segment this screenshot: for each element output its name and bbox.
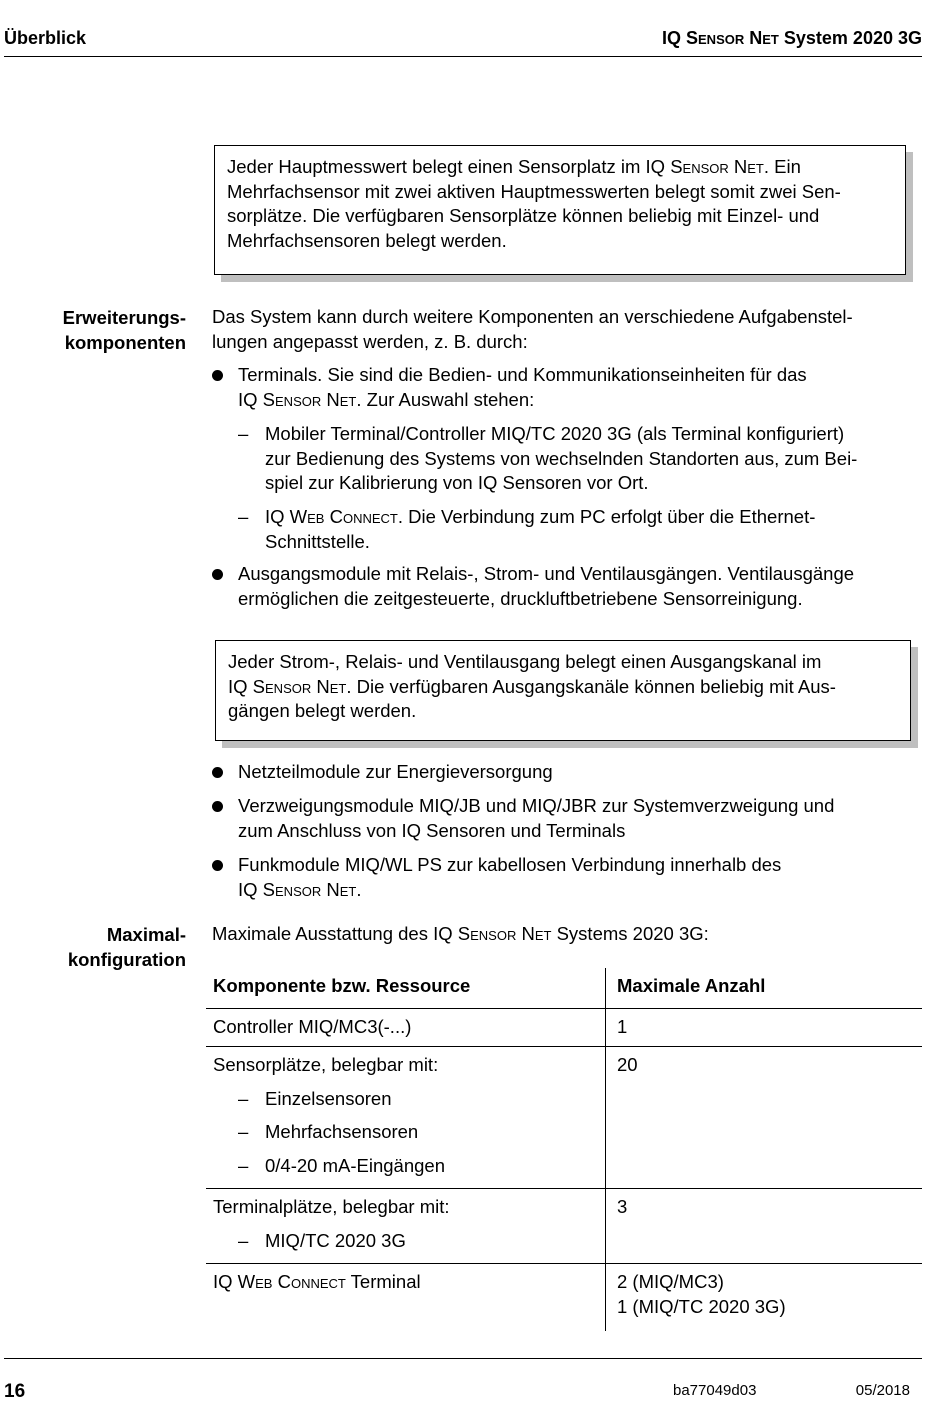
cell-sub-item: [213, 1120, 605, 1145]
text-line: Das System kann durch weitere Komponenten an verschiedene Aufgabenstel-: [212, 306, 853, 327]
text-part: . Die Verbindung zum PC erfolgt über die Ethernet-: [397, 506, 816, 527]
cell-line: Terminalplätze, belegbar mit:: [213, 1196, 450, 1217]
text-line: ermöglichen die zeitgesteuerte, druckluftbetriebene Sensorreinigung.: [238, 587, 803, 609]
text-part: IQ: [265, 506, 290, 527]
side-heading-line: Erweiterungs-: [62, 307, 186, 328]
table-row: [206, 1189, 922, 1264]
text-line: Netzteilmodule zur Energieversorgung: [238, 761, 553, 782]
text-part: Sensor Net: [262, 878, 357, 900]
header-title-part: Net: [749, 28, 779, 48]
text-part: . Zur Auswahl stehen:: [356, 388, 535, 410]
text-line: Funkmodule MIQ/WL PS zur kabellosen Verbindung innerhalb des: [238, 854, 782, 875]
text-line: [238, 388, 938, 413]
cell-line: 0/4-20 mA-Eingängen: [265, 1154, 445, 1176]
text-part: Sensor Net: [670, 156, 764, 177]
dash-marker: –: [238, 1154, 249, 1176]
bullet-icon: [212, 370, 223, 381]
header-title-part: Sensor: [686, 28, 745, 48]
table-row: [206, 1047, 922, 1189]
cell-line: Sensorplätze, belegbar mit:: [213, 1054, 439, 1075]
document-id: ba77049d03: [673, 1382, 757, 1399]
text-line: spiel zur Kalibrierung von IQ Sensoren vor Ort.: [265, 472, 649, 493]
dash-marker: –: [238, 506, 249, 527]
expansion-intro: [212, 305, 853, 354]
text-part: . Die verfügbaren Ausgangskanäle können beliebig mit Aus-: [346, 675, 836, 697]
text-part: Web Connect: [237, 1271, 346, 1292]
text-line: zum Anschluss von IQ Sensoren und Terminals: [238, 819, 626, 841]
table-cell: [206, 1047, 606, 1189]
cell-sub-item: [213, 1087, 605, 1112]
side-heading-line: komponenten: [64, 332, 186, 353]
cell-sub-item: [213, 1229, 605, 1254]
bullet-icon: [212, 801, 223, 812]
cell-line: 1 (MIQ/TC 2020 3G): [617, 1295, 786, 1317]
document-date: 05/2018: [855, 1382, 910, 1399]
text-part: . Ein: [763, 156, 801, 177]
cell-sub-item: [213, 1154, 605, 1179]
header-product-title: [662, 28, 922, 49]
text-line: zur Bedienung des Systems von wechselnden Standorten aus, zum Bei-: [265, 447, 858, 469]
table-cell: 20: [606, 1047, 923, 1189]
side-heading-line: konfiguration: [67, 949, 186, 970]
table-cell: 1: [606, 1008, 923, 1047]
table-cell: [606, 1264, 923, 1332]
note-line: gängen belegt werden.: [228, 700, 417, 721]
header-title-part: System 2020 3G: [778, 28, 922, 48]
note-line: [227, 155, 893, 180]
table-row: [206, 1264, 922, 1332]
dash-marker: –: [238, 1121, 249, 1142]
note-box-output-channels: [215, 640, 911, 741]
table-cell: [206, 1189, 606, 1264]
text-part: IQ: [238, 388, 263, 410]
table-header-row: [206, 968, 922, 1008]
table-header-cell: Komponente bzw. Ressource: [206, 968, 606, 1008]
note-line: Mehrfachsensor mit zwei aktiven Hauptmesswerten belegt somit zwei Sen-: [227, 180, 841, 202]
dash-marker: –: [238, 1229, 249, 1251]
bullet-icon: [212, 569, 223, 580]
text-line: Ausgangsmodule mit Relais-, Strom- und Ventilausgängen. Ventilausgänge: [238, 563, 855, 584]
text-part: Maximale Ausstattung des IQ: [212, 923, 458, 944]
text-part: IQ: [228, 675, 253, 697]
text-part: Sensor Net: [457, 923, 552, 944]
text-part: Sensor Net: [262, 388, 357, 410]
side-heading-expansion: [63, 305, 186, 355]
cell-line: 2 (MIQ/MC3): [617, 1271, 724, 1292]
header-rule: [4, 56, 922, 57]
text-part: Jeder Hauptmesswert belegt einen Sensorplatz im IQ: [227, 156, 671, 177]
note-line: Jeder Strom-, Relais- und Ventilausgang belegt einen Ausgangskanal im: [228, 651, 822, 672]
cell-line: MIQ/TC 2020 3G: [265, 1229, 406, 1251]
text-line: [265, 505, 925, 530]
footer-rule: [4, 1358, 922, 1359]
text-line: [238, 878, 938, 903]
text-line: Schnittstelle.: [265, 530, 370, 552]
header-section-title: Überblick: [4, 28, 87, 48]
text-part: IQ: [238, 878, 263, 900]
table-cell: [206, 1264, 606, 1332]
bullet-icon: [212, 860, 223, 871]
max-config-table: [206, 968, 922, 1331]
text-part: Terminal: [345, 1271, 421, 1292]
cell-line: Einzelsensoren: [265, 1087, 392, 1109]
text-line: Mobiler Terminal/Controller MIQ/TC 2020 3G (als Terminal konfiguriert): [265, 423, 845, 444]
text-part: .: [356, 878, 362, 900]
note-box-sensor-slots: [214, 145, 906, 275]
text-part: Web Connect: [289, 506, 398, 527]
table-row: [206, 1008, 922, 1047]
page-number: 16: [4, 1381, 26, 1402]
table-cell: Controller MIQ/MC3(-...): [206, 1008, 606, 1047]
bullet-icon: [212, 767, 223, 778]
text-part: Systems 2020 3G:: [551, 923, 709, 944]
note-line: sorplätze. Die verfügbaren Sensorplätze können beliebig mit Einzel- und: [227, 205, 820, 226]
table-cell: 3: [606, 1189, 923, 1264]
note-line: [228, 675, 898, 700]
side-heading-max-config: [68, 922, 186, 972]
text-line: Verzweigungsmodule MIQ/JB und MIQ/JBR zur Systemverzweigung und: [238, 795, 835, 816]
text-line: Terminals. Sie sind die Bedien- und Kommunikationseinheiten für das: [238, 364, 807, 385]
max-config-intro: [212, 922, 709, 947]
dash-marker: –: [238, 423, 249, 444]
text-part: Sensor Net: [252, 675, 347, 697]
text-part: IQ: [213, 1271, 238, 1292]
dash-marker: –: [238, 1087, 249, 1109]
header-title-part: IQ: [661, 28, 686, 48]
text-line: lungen angepasst werden, z. B. durch:: [212, 330, 528, 352]
side-heading-line: Maximal-: [106, 924, 186, 945]
table-header-cell: Maximale Anzahl: [606, 968, 923, 1008]
note-line: Mehrfachsensoren belegt werden.: [227, 229, 507, 251]
cell-line: Mehrfachsensoren: [265, 1121, 419, 1142]
